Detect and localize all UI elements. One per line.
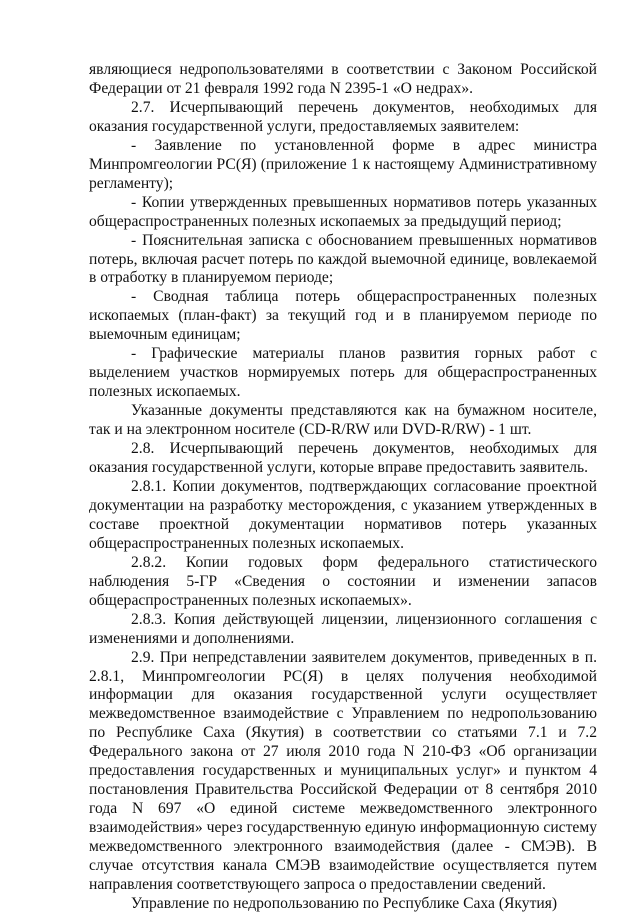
list-item: - Пояснительная записка с обоснованием превышенных нормативов потерь, включая расчет потерь по каждой выемочной единице, вовлекаемой в отработку в планируемом периоде; [89,231,597,287]
list-item: - Копии утвержденных превышенных нормативов потерь указанных общераспространенных полезных ископаемых за предыдущий период; [89,193,597,230]
paragraph-2-8: 2.8. Исчерпывающий перечень документов, необходимых для оказания государственной услуги, которые вправе предоставить заявитель. [89,440,597,477]
paragraph-2-8-1: 2.8.1. Копии документов, подтверждающих согласование проектной документации на разработку месторождения, с указанием утвержденных в составе проектной документации нормативов потерь указанных общераспространенных полезных ископаемых. [89,477,597,552]
paragraph-2-7: 2.7. Исчерпывающий перечень документов, необходимых для оказания государственной услуги, предоставляемых заявителем: [89,98,597,135]
document-page [89,61,597,914]
paragraph-2-9: 2.9. При непредставлении заявителем документов, приведенных в п. 2.8.1, Минпромгеологии РС(Я) в целях получения необходимой информации для оказания государственной услуги осуществляет межведомственное взаимодействие с Управлением по недропользованию по Республике Саха (Якутия) в соответствии со статьями 7.1 и 7.2 Федерального закона от 27 июля 2010 года N 210-ФЗ «Об организации предоставления государственных и муниципальных услуг» и пунктом 4 постановления Правительства Российской Федерации от 8 сентября 2010 года N 697 «О единой системе межведомственного электронного взаимодействия» через государственную единую информационную систему межведомственного электронного взаимодействия (далее - СМЭВ). В случае отсутствия канала СМЭВ взаимодействие осуществляется путем направления соответствующего запроса о предоставлении сведений. [89,648,597,893]
paragraph: Управление по недропользованию по Республике Саха (Якутия) [131,894,558,912]
paragraph-2-8-3: 2.8.3. Копия действующей лицензии, лицензионного соглашения с изменениями и дополнениями. [89,610,597,647]
list-item: - Сводная таблица потерь общераспространенных полезных ископаемых (план-факт) за текущий год и в планируемом периоде по выемочным единицам; [89,288,597,344]
list-item: - Заявление по установленной форме в адрес министра Минпромгеологии РС(Я) (приложение 1 к настоящему Административному регламенту); [89,136,597,192]
paragraph-2-8-2: 2.8.2. Копии годовых форм федерального статистического наблюдения 5-ГР «Сведения о состоянии и изменении запасов общераспространенных полезных ископаемых». [89,553,597,609]
list-item: - Графические материалы планов развития горных работ с выделением участков нормируемых потерь для общераспространенных полезных ископаемых. [89,345,597,401]
paragraph: Указанные документы представляются как на бумажном носителе, так и на электронном носителе (CD-R/RW или DVD-R/RW) - 1 шт. [89,402,597,439]
paragraph: являющиеся недропользователями в соответствии с Законом Российской Федерации от 21 февраля 1992 года N 2395-1 «О недрах». [89,61,597,97]
